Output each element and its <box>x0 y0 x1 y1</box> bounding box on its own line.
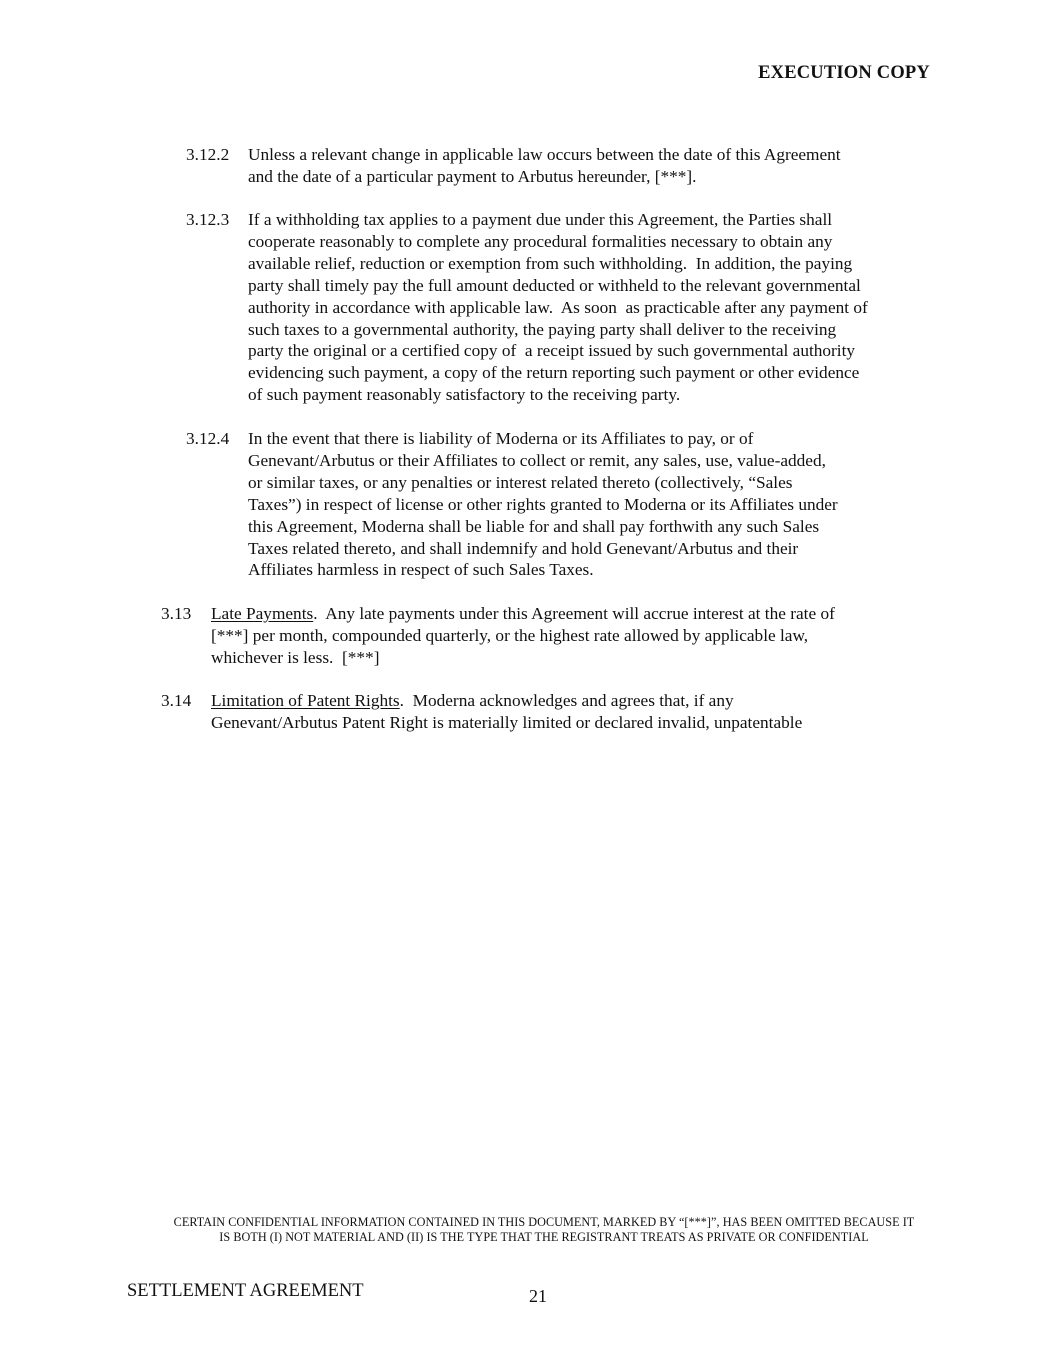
heading-continuation: . Moderna acknowledges and agrees that, if any <box>399 691 734 710</box>
text-line: Taxes”) in respect of license or other rights granted to Moderna or its Affiliates under <box>248 494 838 514</box>
text-line: Unless a relevant change in applicable law occurs between the date of this Agreement <box>248 145 841 164</box>
text-line: party shall timely pay the full amount deducted or withheld to the relevant governmental <box>248 275 861 295</box>
section-number: 3.12.2 <box>186 145 230 164</box>
text-line: Genevant/Arbutus or their Affiliates to collect or remit, any sales, use, value-added, <box>248 450 826 470</box>
section-body <box>211 603 835 669</box>
confidentiality-disclaimer <box>100 1215 988 1245</box>
document-name-footer: SETTLEMENT AGREEMENT <box>127 1281 364 1301</box>
section-body <box>248 209 868 406</box>
text-line: this Agreement, Moderna shall be liable for and shall pay forthwith any such Sales <box>248 516 820 536</box>
disclaimer-line: CERTAIN CONFIDENTIAL INFORMATION CONTAINED IN THIS DOCUMENT, MARKED BY “[***]”, HAS BEEN OMITTED BECAUSE IT <box>173 1215 915 1229</box>
text-line: party the original or a certified copy of a receipt issued by such governmental authority <box>248 341 856 361</box>
section-body <box>248 428 838 581</box>
text-line: authority in accordance with applicable law. As soon as practicable after any payment of <box>248 297 868 317</box>
text-line: whichever is less. [***] <box>211 647 380 667</box>
disclaimer-line: IS BOTH (I) NOT MATERIAL AND (II) IS THE TYPE THAT THE REGISTRANT TREATS AS PRIVATE OR CONFIDENTIAL <box>219 1230 869 1244</box>
text-line: available relief, reduction or exemption from such withholding. In addition, the paying <box>248 253 853 273</box>
section-number: 3.13 <box>161 604 192 623</box>
execution-copy-header: EXECUTION COPY <box>758 63 930 83</box>
text-line: or similar taxes, or any penalties or interest related thereto (collectively, “Sales <box>248 472 793 492</box>
section-heading: Limitation of Patent Rights <box>211 691 400 710</box>
section-body <box>248 144 841 188</box>
text-line <box>211 603 835 625</box>
section-number: 3.14 <box>161 691 192 710</box>
text-line: If a withholding tax applies to a payment due under this Agreement, the Parties shall <box>248 210 833 229</box>
section-number: 3.12.4 <box>186 429 230 448</box>
text-line: Taxes related thereto, and shall indemnify and hold Genevant/Arbutus and their <box>248 538 799 558</box>
text-line: Affiliates harmless in respect of such Sales Taxes. <box>248 560 594 580</box>
text-line: [***] per month, compounded quarterly, or the highest rate allowed by applicable law, <box>211 625 809 645</box>
text-line: In the event that there is liability of Moderna or its Affiliates to pay, or of <box>248 429 754 448</box>
text-line: cooperate reasonably to complete any procedural formalities necessary to obtain any <box>248 231 833 251</box>
page-number: 21 <box>529 1286 547 1306</box>
text-line <box>211 690 802 712</box>
text-line: Genevant/Arbutus Patent Right is materially limited or declared invalid, unpatentable <box>211 712 803 732</box>
heading-continuation: . Any late payments under this Agreement will accrue interest at the rate of <box>313 604 835 623</box>
section-number: 3.12.3 <box>186 210 230 229</box>
section-heading: Late Payments <box>211 604 314 623</box>
text-line: such taxes to a governmental authority, the paying party shall deliver to the receiving <box>248 319 837 339</box>
section-body <box>211 690 802 734</box>
text-line: evidencing such payment, a copy of the return reporting such payment or other evidence <box>248 363 860 383</box>
text-line: and the date of a particular payment to Arbutus hereunder, [***]. <box>248 166 697 186</box>
text-line: of such payment reasonably satisfactory to the receiving party. <box>248 385 681 405</box>
